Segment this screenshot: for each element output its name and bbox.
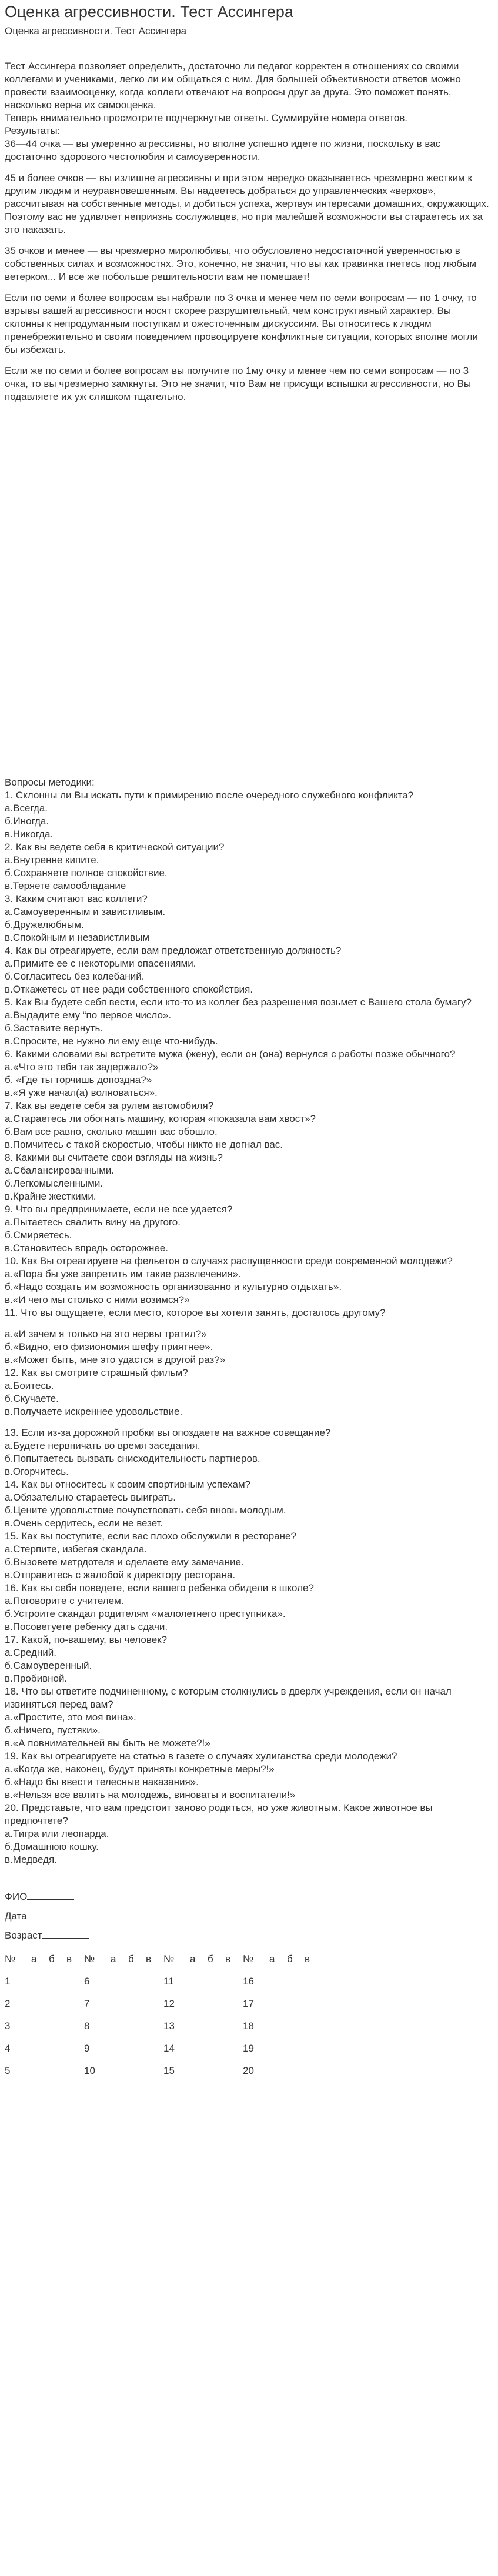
answer-cell[interactable] (128, 2037, 146, 2060)
answer-cell[interactable] (31, 2060, 49, 2082)
answer-cell[interactable] (305, 1970, 322, 1993)
answer-cell[interactable] (146, 2015, 163, 2037)
question-line: в.Получаете искреннее удовольствие. (5, 1406, 183, 1417)
question-number-cell: 12 (163, 1998, 175, 2009)
question-line: а.Стараетесь ли обогнать машину, которая «показала вам хвост»? (5, 1113, 316, 1124)
answer-cell[interactable] (190, 2060, 208, 2082)
answer-cell[interactable] (225, 2015, 243, 2037)
question-number-cell: 11 (163, 1976, 174, 1987)
answer-cell[interactable] (66, 2037, 84, 2060)
question-line: б.Скучаете. (5, 1393, 59, 1404)
question-line: 14. Как вы относитесь к своим спортивным успехам? (5, 1479, 251, 1490)
answer-row (5, 2037, 322, 2060)
questions-block-2 (5, 1426, 492, 1866)
question-line: в.Медведя. (5, 1854, 57, 1865)
respondent-form (5, 1890, 492, 1942)
answer-cell[interactable] (111, 2060, 128, 2082)
question-line: 8. Какими вы считаете свои взгляды на жизнь? (5, 1152, 223, 1163)
result-45-plus: 45 и более очков — вы излишне агрессивны и при этом нередко оказываетесь чрезмерно жестким к другим людям и неуравновешенным. Вы надеетесь добраться до управленческих «верхов», рассчитывая на собственные методы, и добиться успеха, жертвуя интересами домашних, окружающих. Поэтому вас не удивляет неприязнь сослуживцев, но при малейшей возможности вы стараетесь их за это наказать. (5, 172, 489, 235)
question-line: в.«Нельзя все валить на молодежь, виноваты и воспитатели!» (5, 1789, 296, 1800)
answer-cell[interactable] (190, 2015, 208, 2037)
question-line: 19. Как вы отреагируете на статью в газете о случаях хулиганства среди молодежи? (5, 1750, 397, 1762)
answer-cell[interactable] (225, 1970, 243, 1993)
question-line: 15. Как вы поступите, если вас плохо обслужили в ресторане? (5, 1531, 296, 1542)
question-line: б.Легкомысленными. (5, 1178, 103, 1189)
age-field[interactable] (5, 1929, 492, 1942)
answer-cell[interactable] (208, 2015, 225, 2037)
question-line: в.Посоветуете ребенку дать сдачи. (5, 1621, 168, 1632)
answer-header-cell: № (243, 1953, 254, 1964)
spacer (5, 1866, 492, 1890)
result-36-44: 36—44 очка — вы умеренно агрессивны, но вполне успешно идете по жизни, поскольку в вас достаточно здорового честолюбия и самоуверенности. (5, 138, 441, 162)
answer-header-cell: в (225, 1953, 231, 1964)
answer-header-cell: б (128, 1953, 134, 1964)
question-number-cell: 13 (163, 2020, 175, 2032)
question-line: б.«Ничего, пустяки». (5, 1725, 101, 1736)
question-number-cell: 17 (243, 1998, 254, 2009)
question-line: в.«И чего мы столько с ними возимся?» (5, 1294, 190, 1305)
answer-row (5, 1993, 322, 2015)
answer-cell[interactable] (49, 2015, 66, 2037)
date-label: Дата (5, 1910, 27, 1922)
answer-cell[interactable] (269, 2060, 287, 2082)
answer-header-cell: в (146, 1953, 152, 1964)
answer-cell[interactable] (66, 2060, 84, 2082)
answer-row (5, 2060, 322, 2082)
question-number-cell: 18 (243, 2020, 254, 2032)
question-line: а.Всегда. (5, 803, 48, 814)
answer-cell[interactable] (190, 1993, 208, 2015)
answer-header-cell: № (84, 1953, 95, 1964)
answer-cell[interactable] (305, 2037, 322, 2060)
answer-cell[interactable] (269, 2037, 287, 2060)
answer-header-cell: а (31, 1953, 37, 1964)
question-line (5, 1319, 492, 1328)
fio-field[interactable] (5, 1890, 492, 1903)
answer-cell[interactable] (287, 2015, 305, 2037)
answer-cell[interactable] (31, 2037, 49, 2060)
question-number-cell: 20 (243, 2065, 254, 2076)
answer-row (5, 2015, 322, 2037)
question-line: в.Пробивной. (5, 1673, 68, 1684)
question-line: в.Теряете самообладание (5, 880, 126, 891)
question-line: 11. Что вы ощущаете, если место, которое вы хотели занять, досталось другому? (5, 1307, 386, 1318)
question-line: б.Дружелюбным. (5, 919, 84, 930)
date-field[interactable] (5, 1909, 492, 1923)
answer-cell[interactable] (128, 1993, 146, 2015)
question-line: б.Домашнюю кошку. (5, 1841, 99, 1852)
question-line: 13. Если из-за дорожной пробки вы опоздаете на важное совещание? (5, 1427, 331, 1438)
question-number-cell: 15 (163, 2065, 175, 2076)
question-line: 6. Какими словами вы встретите мужа (жену), если он (она) вернулся с работы позже обычного? (5, 1048, 456, 1060)
question-line: 4. Как вы отреагируете, если вам предложат ответственную должность? (5, 945, 342, 956)
question-line: 5. Как Вы будете себя вести, если кто-то из коллег без разрешения возьмет с Вашего стола бумагу? (5, 997, 472, 1008)
question-line: в.Очень сердитесь, если не везет. (5, 1518, 163, 1529)
answer-cell[interactable] (269, 2015, 287, 2037)
question-line: а.Средний. (5, 1647, 57, 1658)
question-line: 3. Каким считают вас коллеги? (5, 893, 148, 904)
answer-cell[interactable] (66, 2015, 84, 2037)
question-number-cell: 19 (243, 2043, 254, 2054)
question-line: в.Спросите, не нужно ли ему еще что-нибудь. (5, 1035, 218, 1047)
answer-cell[interactable] (49, 1970, 66, 1993)
answer-cell[interactable] (128, 2060, 146, 2082)
result-seven-1pt: Если же по семи и более вопросам вы получите по 1му очку и менее чем по семи вопросам — по 3 очка, то вы чрезмерно замкнуты. Это не значит, что Вам не присущи вспышки агрессивности, но Вы подавляете их уж слишком тщательно. (5, 365, 472, 402)
question-line: а.Боитесь. (5, 1380, 54, 1391)
blank-space (5, 412, 492, 776)
question-line: а.Стерпите, избегая скандала. (5, 1543, 148, 1555)
question-line: а.Обязательно стараетесь выиграть. (5, 1492, 176, 1503)
question-line: а.«Когда же, наконец, будут приняты конкретные меры?!» (5, 1763, 275, 1775)
answer-cell[interactable] (208, 2037, 225, 2060)
question-line: 9. Что вы предпринимаете, если не все удается? (5, 1204, 233, 1215)
answer-cell[interactable] (128, 2015, 146, 2037)
answer-header-cell: б (49, 1953, 55, 1964)
page-title: Оценка агрессивности. Тест Ассингера (5, 3, 293, 21)
intro-block (5, 60, 492, 403)
answer-header-cell: в (305, 1953, 310, 1964)
question-line: б.Смиряетесь. (5, 1229, 72, 1241)
question-line: б.Попытаетесь вызвать снисходительность партнеров. (5, 1453, 260, 1464)
question-line: а.Выдадите ему “по первое число». (5, 1010, 172, 1021)
answer-cell[interactable] (49, 2060, 66, 2082)
question-line: а.«Что это тебя так задержало?» (5, 1061, 159, 1073)
answer-cell[interactable] (146, 1970, 163, 1993)
answer-cell[interactable] (128, 1970, 146, 1993)
answer-cell[interactable] (305, 1993, 322, 2015)
result-35-less: 35 очков и менее — вы чрезмерно миролюбивы, что обусловлено недостаточной уверенностью в собственных силах и возможностях. Это, конечно, не значит, что вы как травинка гнетесь под любым ветерком... И все же побольше решительности вам не помешает! (5, 245, 477, 282)
answer-header-cell: № (163, 1953, 175, 1964)
question-line: б.Согласитесь без колебаний. (5, 971, 145, 982)
question-line: в.Помчитесь с такой скоростью, чтобы никто не догнал вас. (5, 1139, 283, 1150)
answer-cell[interactable] (31, 2015, 49, 2037)
question-number-cell: 16 (243, 1976, 254, 1987)
question-line: в.Огорчитесь. (5, 1466, 69, 1477)
question-line: а.«И зачем я только на это нервы тратил?» (5, 1328, 207, 1339)
question-line: в.Крайне жесткими. (5, 1191, 96, 1202)
answer-header-cell: в (66, 1953, 72, 1964)
question-line: 17. Какой, по-вашему, вы человек? (5, 1634, 168, 1645)
questions-block-1 (5, 776, 492, 1418)
question-number-cell: 14 (163, 2043, 175, 2054)
answer-cell[interactable] (208, 1993, 225, 2015)
answer-cell[interactable] (111, 2037, 128, 2060)
answer-cell[interactable] (49, 2037, 66, 2060)
answer-cell[interactable] (146, 2037, 163, 2060)
answer-cell[interactable] (49, 1993, 66, 2015)
question-line: б.Вам все равно, сколько машин вас обошло. (5, 1126, 218, 1137)
answer-cell[interactable] (31, 1993, 49, 2015)
answer-header-cell: б (287, 1953, 293, 1964)
question-line: б.Вызовете метрдотеля и сделаете ему замечание. (5, 1556, 244, 1568)
question-line: 12. Как вы смотрите страшный фильм? (5, 1367, 188, 1378)
date-blank[interactable] (27, 1909, 74, 1919)
answer-cell[interactable] (269, 1993, 287, 2015)
question-line: б.«Надо бы ввести телесные наказания». (5, 1776, 199, 1788)
question-line: б.Устроите скандал родителям «малолетнего преступника». (5, 1608, 286, 1619)
answer-cell[interactable] (190, 1970, 208, 1993)
question-line: в.Становитесь впредь осторожнее. (5, 1242, 168, 1254)
answer-header-cell: а (111, 1953, 116, 1964)
answer-cell[interactable] (66, 1993, 84, 2015)
question-line: 18. Что вы ответите подчиненному, с которым столкнулись в дверях учреждения, если он начал извиняться перед вам? (5, 1686, 452, 1710)
question-line: б. «Где ты торчишь допоздна?» (5, 1074, 152, 1085)
question-line: б.Цените удовольствие почувствовать себя вновь молодым. (5, 1505, 286, 1516)
question-line: 16. Как вы себя поведете, если вашего ребенка обидели в школе? (5, 1582, 314, 1593)
answer-cell[interactable] (287, 1993, 305, 2015)
page-subtitle: Оценка агрессивности. Тест Ассингера (5, 25, 187, 36)
question-number-cell: 8 (84, 2020, 90, 2032)
question-line: в.«А повнимательней вы быть не можете?!» (5, 1738, 210, 1749)
question-line: б.Иногда. (5, 816, 49, 827)
question-line: а.Будете нервничать во время заседания. (5, 1440, 200, 1451)
answer-cell[interactable] (190, 2037, 208, 2060)
question-line: а.Сбалансированными. (5, 1165, 115, 1176)
answer-row (5, 1970, 322, 1993)
question-number-cell: 2 (5, 1998, 11, 2009)
answer-cell[interactable] (225, 2060, 243, 2082)
answer-cell[interactable] (305, 2060, 322, 2082)
answer-cell[interactable] (287, 2060, 305, 2082)
question-line: в.Спокойным и независтливым (5, 932, 150, 943)
question-line: в.«Я уже начал(а) волноваться». (5, 1087, 158, 1098)
question-line: в.«Может быть, мне это удастся в другой раз?» (5, 1354, 226, 1365)
question-number-cell: 9 (84, 2043, 90, 2054)
question-line: б.«Видно, его физиономия шефу приятнее». (5, 1341, 213, 1352)
question-line: в.Никогда. (5, 828, 54, 840)
question-line: а.Самоуверенным и завистливым. (5, 906, 166, 917)
answer-header-cell: а (269, 1953, 275, 1964)
question-line: 20. Представьте, что вам предстоит заново родиться, но уже животным. Какое животное вы предпочтете? (5, 1802, 433, 1826)
answer-cell[interactable] (146, 2060, 163, 2082)
question-number-cell: 1 (5, 1976, 11, 1987)
question-line: б.«Надо создать им возможность организованно и культурно отдыхать». (5, 1281, 342, 1292)
question-line: б.Сохраняете полное спокойствие. (5, 867, 168, 878)
question-number-cell: 7 (84, 1998, 90, 2009)
answer-cell[interactable] (31, 1970, 49, 1993)
answer-header-cell: б (208, 1953, 213, 1964)
intro-paragraph: Тест Ассингера позволяет определить, достаточно ли педагог корректен в отношениях со своими коллегами и учениками, легко ли им общаться с ним. Для большей объективности ответов можно провести взаимооценку, когда коллеги отвечают на вопросы друг за друга. Это поможет понять, насколько верна их самооценка. (5, 61, 461, 111)
results-heading: Результаты: (5, 125, 61, 136)
question-line: 7. Как вы ведете себя за рулем автомобиля? (5, 1100, 214, 1111)
answer-cell[interactable] (111, 2015, 128, 2037)
question-line: 2. Как вы ведете себя в критической ситуации? (5, 841, 225, 853)
answer-header-cell: а (190, 1953, 196, 1964)
answer-cell[interactable] (146, 1993, 163, 2015)
question-line: в.Отправитесь с жалобой к директору ресторана. (5, 1569, 236, 1581)
answer-cell[interactable] (111, 1970, 128, 1993)
age-blank[interactable] (42, 1929, 89, 1939)
question-line: б.Заставите вернуть. (5, 1023, 103, 1034)
question-number-cell: 4 (5, 2043, 11, 2054)
age-label: Возраст (5, 1930, 42, 1941)
answer-cell[interactable] (66, 1970, 84, 1993)
question-number-cell: 5 (5, 2065, 11, 2076)
question-line: а.Поговорите с учителем. (5, 1595, 124, 1606)
question-line: б.Самоуверенный. (5, 1660, 92, 1671)
question-number-cell: 10 (84, 2065, 95, 2076)
question-line: а.Примите ее с некоторыми опасениями. (5, 958, 196, 969)
question-line: а.Внутренне кипите. (5, 854, 99, 866)
intro-instruction: Теперь внимательно просмотрите подчеркнутые ответы. Суммируйте номера ответов. (5, 112, 408, 123)
question-number-cell: 3 (5, 2020, 11, 2032)
answer-header-cell: № (5, 1953, 16, 1964)
answer-cell[interactable] (287, 1970, 305, 1993)
question-line: 1. Склонны ли Вы искать пути к примирению после очередного служебного конфликта? (5, 790, 414, 801)
answer-cell[interactable] (269, 1970, 287, 1993)
spacer (5, 1418, 492, 1426)
answer-table (5, 1948, 322, 2082)
question-line: а.Тигра или леопарда. (5, 1828, 109, 1839)
answer-cell[interactable] (305, 2015, 322, 2037)
fio-blank[interactable] (27, 1890, 74, 1900)
question-line: Вопросы методики: (5, 777, 95, 788)
result-seven-3pts: Если по семи и более вопросам вы набрали по 3 очка и менее чем по семи вопросам — по 1 очку, то взрывы вашей агрессивности носят скорее разрушительный, чем конструктивный характер. Вы склонны к непродуманным поступкам и ожесточенным дискуссиям. Вы относитесь к людям пренебрежительно и своим поведением провоцируете конфликтные ситуации, которых вполне могли бы избежать. (5, 292, 478, 355)
question-line: а.«Простите, это моя вина». (5, 1712, 136, 1723)
question-line: а.Пытаетесь свалить вину на другого. (5, 1217, 181, 1228)
answer-cell[interactable] (208, 1970, 225, 1993)
fio-label: ФИО (5, 1891, 28, 1902)
answer-cell[interactable] (225, 2037, 243, 2060)
answer-table-header (5, 1948, 322, 1970)
question-number-cell: 6 (84, 1976, 90, 1987)
answer-cell[interactable] (208, 2060, 225, 2082)
question-line: а.«Пора бы уже запретить им такие развлечения». (5, 1268, 241, 1279)
question-line: 10. Как Вы отреагируете на фельетон о случаях распущенности среди современной молодежи? (5, 1255, 453, 1267)
question-line: в.Откажетесь от нее ради собственного спокойствия. (5, 984, 253, 995)
answer-cell[interactable] (287, 2037, 305, 2060)
answer-cell[interactable] (111, 1993, 128, 2015)
answer-cell[interactable] (225, 1993, 243, 2015)
